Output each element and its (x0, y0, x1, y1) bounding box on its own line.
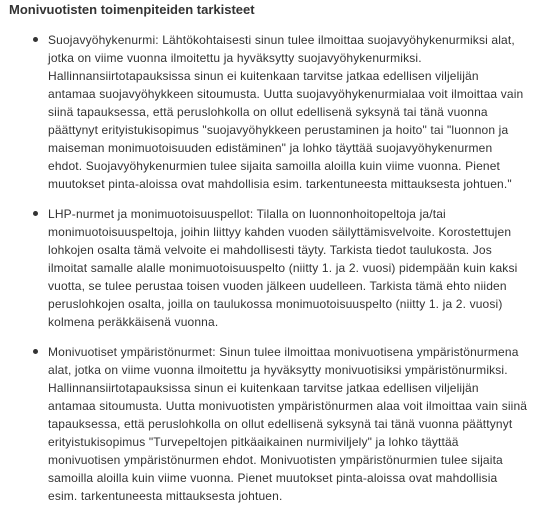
list-item-lhp-nurmet (0, 205, 547, 331)
list-item-text: LHP-nurmet ja monimuotoisuuspellot: Tilalla on luonnonhoitopeltoja ja/tai monimuotoisuuspeltoja, joihin liittyy kahden vuoden säilyttämisvelvoite. Korostettujen lohkojen osalta tämä velvoite ei mahdollisesti täyty. Tarkista tiedot taulukosta. Jos ilmoitat samalle alalle monimuotoisuuspelto (niitty 1. ja 2. vuosi) pidempään kuin kaksi vuotta, se tulee perustaa toisen vuoden jälkeen uudelleen. Tarkista tämä ehto niiden peruslohkojen osalta, joilla on taulukossa monimuotoisuuspelto (niitty 1. ja 2. vuosi) kolmena peräkkäisenä vuonna. (48, 207, 518, 329)
section-title: Monivuotisten toimenpiteiden tarkisteet (9, 2, 255, 17)
bullet-icon (33, 37, 38, 42)
bullet-icon (33, 211, 38, 216)
list-item-suojavyohykenurmi (0, 31, 547, 193)
check-list (0, 31, 547, 517)
list-item-text: Monivuotiset ympäristönurmet: Sinun tulee ilmoittaa monivuotisena ympäristönurmena alat, jotka on viime vuonna ilmoitettu ja hyväksytty monivuotisiksi ympäristönurmiksi. Hallinnansiirtotapauksissa sinun ei kuitenkaan tarvitse jatkaa edellisen viljelijän antamaa sitoumusta. Uutta monivuotisten ympäristönurmen alaa voit ilmoittaa vain siinä tapauksessa, että peruslohkolla on ollut edellisenä syksynä tai tänä vuonna päättynyt erityistukisopimus "Turvepeltojen pitkäaikainen nurmiviljely" ja lohko täyttää monivuotisen ympäristönurmen ehdot. Monivuotisten ympäristönurmien tulee sijaita samoilla aloilla kuin viime vuonna. Pienet muutokset pinta-aloissa ovat mahdollisia esim. tarkentuneesta mittauksesta johtuen. (48, 345, 528, 503)
bullet-icon (33, 349, 38, 354)
list-item-text: Suojavyöhykenurmi: Lähtökohtaisesti sinun tulee ilmoittaa suojavyöhykenurmiksi alat, jotka on viime vuonna ilmoitettu ja hyväksytty suojavyöhykenurmiksi. Hallinnansiirtotapauksissa sinun ei kuitenkaan tarvitse jatkaa edellisen viljelijän antamaa suojavyöhykkeen sitoumusta. Uutta suojavyöhykenurmialaa voit ilmoittaa vain siinä tapauksessa, että peruslohkolla on ollut edellisenä syksynä tai tänä vuonna päättynyt erityistukisopimus "suojavyöhykkeen perustaminen ja hoito" tai "luonnon ja maiseman monimuotoisuuden edistäminen" ja lohko täyttää suojavyöhykenurmen ehdot. Suojavyöhykenurmien tulee sijaita samoilla aloilla kuin viime vuonna. Pienet muutokset pinta-aloissa ovat mahdollisia esim. tarkentuneesta mittauksesta johtuen." (48, 33, 524, 191)
list-item-ymparistonurmet (0, 343, 547, 505)
